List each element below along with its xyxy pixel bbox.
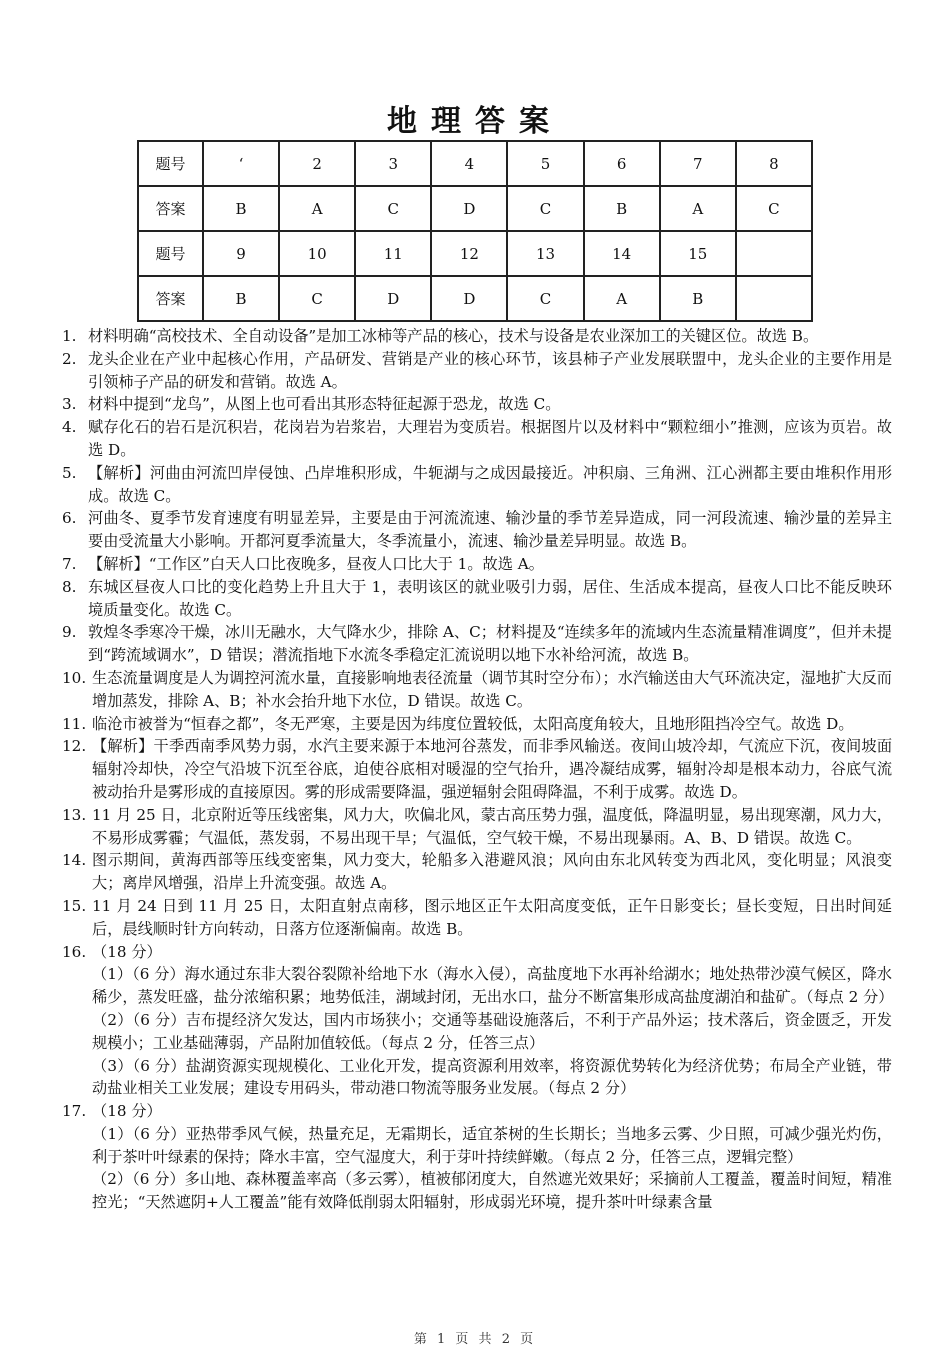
table-cell: 7: [660, 141, 736, 186]
q16-part-1: （1）（6 分）海水通过东非大裂谷裂隙补给地下水（海水入侵），高盐度地下水再补给湖水；地处热带沙漠气候区，降水稀少，蒸发旺盛，盐分浓缩积累；地势低洼，湖域封闭，无出水口，盐分不断富集形成高盐度湖泊和盐矿。（每点 2 分）: [92, 965, 894, 1007]
answer-text: 【解析】“工作区”白天人口比夜晚多，昼夜人口比大于 1。故选 A。: [88, 554, 544, 573]
answer-text: 图示期间，黄海西部等压线变密集，风力变大，轮船多入港避风浪；风向由东北风转变为西北风，变化明显；风浪变大；离岸风增强，沿岸上升流变强。故选 A。: [92, 851, 892, 893]
question-number: 12.: [62, 737, 87, 756]
page-title: 地理答案: [387, 104, 563, 139]
answer-item: [62, 325, 892, 348]
question-number: 8.: [62, 577, 77, 596]
answer-text: 河曲冬、夏季节发育速度有明显差异，主要是由于河流流速、输沙量的季节差异造成，同一河段流速、输沙量的差异主要由受流量大小影响。开都河夏季流量大，冬季流量小，流速、输沙量差异明显。故选 B。: [88, 509, 892, 551]
answer-text: 赋存化石的岩石是沉积岩，花岗岩为岩浆岩，大理岩为变质岩。根据图片以及材料中“颗粒细小”推测，应该为页岩。故选 D。: [88, 418, 892, 459]
table-cell: [736, 231, 812, 276]
question-16: [62, 941, 892, 964]
table-cell: C: [507, 276, 583, 321]
question-number: 10.: [62, 668, 87, 687]
q17-part-2: （2）（6 分）多山地、森林覆盖率高（多云雾），植被郁闭度大，自然遮光效果好；采摘前人工覆盖，覆盖时间短，精准控光；“天然遮阴+人工覆盖”能有效降低削弱太阳辐射，形成弱光环境，提升茶叶叶绿素含量: [92, 1170, 892, 1212]
table-cell: 3: [355, 141, 431, 186]
question-number: 9.: [62, 623, 77, 642]
table-cell: C: [355, 186, 431, 231]
row-header: 题号: [138, 141, 203, 186]
table-cell: 2: [279, 141, 355, 186]
q16-part-2: （2）（6 分）吉布提经济欠发达，国内市场狭小；交通等基础设施落后，不利于产品外运；技术落后，资金匮乏，开发规模小；工业基础薄弱，产品附加值较低。（每点 2 分，任答三点）: [92, 1010, 892, 1052]
answer-text: 【解析】河曲由河流凹岸侵蚀、凸岸堆积形成，牛轭湖与之成因最接近。冲积扇、三角洲、江心洲都主要由堆积作用形成。故选 C。: [88, 463, 892, 505]
question-number: 16.: [62, 942, 87, 961]
answer-item: [62, 735, 892, 803]
table-cell: 8: [736, 141, 812, 186]
answer-text: 龙头企业在产业中起核心作用，产品研发、营销是产业的核心环节，该县柿子产业发展联盟中，龙头企业的主要作用是引领柿子产品的研发和营销。故选 A。: [88, 349, 892, 391]
answer-item: [62, 667, 892, 713]
answer-text: 材料明确“高校技术、全自动设备”是加工冰柿等产品的核心，技术与设备是农业深加工的关键区位。故选 B。: [88, 327, 819, 345]
answer-table-row: [138, 231, 812, 276]
answer-text: 临沧市被誉为“恒春之都”，冬无严寒，主要是因为纬度位置较低，太阳高度角较大，且地形阻挡冷空气。故选 D。: [92, 714, 854, 733]
table-cell: 11: [355, 231, 431, 276]
answer-text: 11 月 25 日，北京附近等压线密集，风力大，吹偏北风，蒙古高压势力强，温度低，降温明显，易出现寒潮，风力大，不易形成雾霾；气温低，蒸发弱，不易出现干旱；气温低，空气较干燥，不易出现暴雨。A、B、D 错误。故选 C。: [92, 805, 892, 847]
table-cell: 15: [660, 231, 736, 276]
table-cell: 10: [279, 231, 355, 276]
table-cell: 12: [431, 231, 507, 276]
question-number: 6.: [62, 509, 77, 528]
answer-item: [62, 895, 892, 941]
table-cell: A: [584, 276, 660, 321]
answer-text: 生态流量调度是人为调控河流水量，直接影响地表径流量（调节其时空分布）；水汽输送由大气环流决定，湿地扩大反而增加蒸发，排除 A、B；补水会抬升地下水位，D 错误。故选 C。: [92, 668, 892, 710]
answer-item: [62, 849, 892, 895]
question-number: 14.: [62, 851, 87, 870]
table-cell: 9: [203, 231, 279, 276]
answer-text: 东城区昼夜人口比的变化趋势上升且大于 1，表明该区的就业吸引力弱，居住、生活成本提高，昼夜人口比不能反映环境质量变化。故选 C。: [88, 577, 892, 619]
row-header: 答案: [138, 186, 203, 231]
table-cell: C: [736, 186, 812, 231]
answer-item: [62, 713, 892, 736]
answer-item: [62, 576, 892, 622]
answer-explanations: [62, 325, 892, 1214]
question-number: 13.: [62, 805, 87, 824]
table-cell: 14: [584, 231, 660, 276]
answer-item: [62, 348, 892, 394]
table-cell: B: [660, 276, 736, 321]
question-number: 1.: [62, 327, 77, 345]
table-cell: 13: [507, 231, 583, 276]
answer-text: 材料中提到“龙鸟”，从图上也可看出其形态特征起源于恐龙，故选 C。: [88, 395, 561, 414]
table-cell: 5: [507, 141, 583, 186]
question-number: 11.: [62, 714, 87, 733]
table-cell: ‘: [203, 141, 279, 186]
table-cell: B: [203, 186, 279, 231]
table-cell: B: [584, 186, 660, 231]
table-cell: A: [279, 186, 355, 231]
table-cell: 4: [431, 141, 507, 186]
table-cell: D: [431, 276, 507, 321]
question-number: 15.: [62, 896, 87, 915]
question-score: （18 分）: [92, 1102, 162, 1121]
question-score: （18 分）: [92, 942, 162, 961]
table-cell: A: [660, 186, 736, 231]
answer-text: 敦煌冬季寒冷干燥，冰川无融水，大气降水少，排除 A、C；材料提及“连续多年的流域内生态流量精准调度”，但并未提到“跨流域调水”，D 错误；潜流指地下水流冬季稳定汇流说明以地下水补给河流，故选 B。: [88, 623, 892, 665]
answer-item: [62, 621, 892, 667]
row-header: 答案: [138, 276, 203, 321]
answer-table-row: [138, 141, 812, 186]
answer-item: [62, 507, 892, 553]
q16-part-3: （3）（6 分）盐湖资源实现规模化、工业化开发，提高资源利用效率，将资源优势转化为经济优势；布局全产业链，带动盐业相关工业发展；建设专用码头，带动港口物流等服务业发展。（每点 2 分）: [92, 1056, 892, 1098]
table-cell: D: [431, 186, 507, 231]
table-cell: B: [203, 276, 279, 321]
answer-item: [62, 416, 892, 462]
answer-item: [62, 804, 892, 850]
table-cell: C: [279, 276, 355, 321]
question-17: [62, 1100, 892, 1123]
question-number: 2.: [62, 349, 77, 368]
answer-item: [62, 393, 892, 416]
table-cell: C: [507, 186, 583, 231]
table-cell: D: [355, 276, 431, 321]
question-number: 5.: [62, 463, 77, 482]
answer-list: [62, 325, 892, 941]
question-number: 4.: [62, 418, 77, 437]
answer-table: [137, 140, 813, 322]
row-header: 题号: [138, 231, 203, 276]
table-cell: [736, 276, 812, 321]
answer-table-row: [138, 276, 812, 321]
q17-part-1: （1）（6 分）亚热带季风气候，热量充足，无霜期长，适宜茶树的生长期长；当地多云雾、少日照，可减少强光灼伤，利于茶叶叶绿素的保持；降水丰富，空气湿度大，利于芽叶持续鲜嫩。（每点 2 分，任答三点，逻辑完整）: [92, 1124, 892, 1166]
question-number: 3.: [62, 395, 77, 414]
answer-text: 11 月 24 日到 11 月 25 日，太阳直射点南移，图示地区正午太阳高度变低，正午日影变长；昼长变短，日出时间延后，晨线顺时针方向转动，日落方位逐渐偏南。故选 B。: [92, 896, 892, 938]
answer-table-row: [138, 186, 812, 231]
answer-item: [62, 553, 892, 576]
page-footer: 第 1 页 共 2 页: [413, 1332, 537, 1347]
question-number: 17.: [62, 1102, 87, 1121]
answer-text: 【解析】干季西南季风势力弱，水汽主要来源于本地河谷蒸发，而非季风输送。夜间山坡冷却，气流应下沉，夜间坡面辐射冷却快，冷空气沿坡下沉至谷底，迫使谷底相对暖湿的空气抬升，遇冷凝结成雾，辐射冷却是根本动力，谷底气流被动抬升是雾形成的直接原因。雾的形成需要降温，强逆辐射会阻碍降温，不利于成雾。故选 D。: [92, 737, 892, 801]
answer-item: [62, 462, 892, 508]
table-cell: 6: [584, 141, 660, 186]
question-number: 7.: [62, 554, 77, 573]
